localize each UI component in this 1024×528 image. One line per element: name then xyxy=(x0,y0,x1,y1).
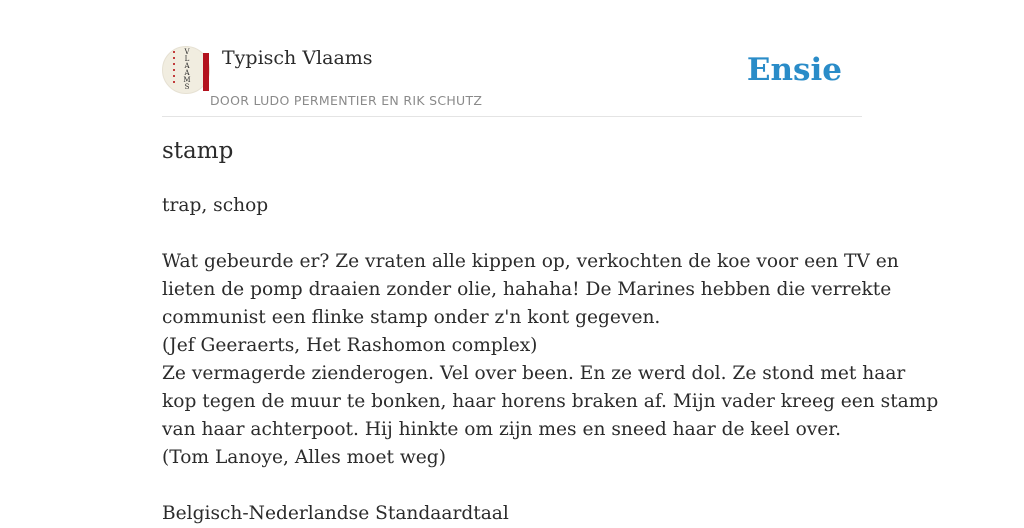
cover-letters xyxy=(177,49,197,91)
language-note: Belgisch-Nederlandse Standaardtaal xyxy=(162,503,509,524)
cover-decoration xyxy=(173,51,175,87)
spacer xyxy=(162,472,862,500)
book-cover-image[interactable] xyxy=(162,46,210,94)
quote-line: lieten de pomp draaien zonder olie, hahaha! De Marines hebben die verrekte xyxy=(162,279,892,300)
quote-line: van haar achterpoot. Hij hinkte om zijn mes en sneed haar de keel over. xyxy=(162,419,842,440)
entry-content xyxy=(162,192,939,528)
cover-letter: S xyxy=(184,83,190,91)
quote-line: Wat gebeurde er? Ze vraten alle kippen op, verkochten de koe voor een TV en xyxy=(162,251,899,272)
quote-source: (Tom Lanoye, Alles moet weg) xyxy=(162,447,446,468)
quote-line: Ze vermagerde zienderogen. Vel over been. En ze werd dol. Ze stond met haar xyxy=(162,363,906,384)
cover-letter: A xyxy=(184,62,190,70)
cover-spine xyxy=(203,53,209,91)
spacer xyxy=(162,220,862,248)
cover-letter: M xyxy=(183,76,191,84)
cover-letter: V xyxy=(184,48,190,56)
quote-line: communist een flinke stamp onder z'n kont gegeven. xyxy=(162,307,661,328)
cover-letter: A xyxy=(184,69,190,77)
ensie-logo-link[interactable]: Ensie xyxy=(746,52,842,88)
cover-letter: L xyxy=(184,55,190,63)
quote-line: kop tegen de muur te bonken, haar horens braken af. Mijn vader kreeg een stamp xyxy=(162,391,939,412)
book-authors: DOOR LUDO PERMENTIER EN RIK SCHUTZ xyxy=(210,93,483,108)
entry-term: stamp xyxy=(162,138,234,164)
header xyxy=(162,46,862,117)
entry-definition: trap, schop xyxy=(162,195,269,216)
quote-source: (Jef Geeraerts, Het Rashomon complex) xyxy=(162,335,538,356)
page xyxy=(162,0,939,524)
book-title[interactable]: Typisch Vlaams xyxy=(222,47,373,69)
